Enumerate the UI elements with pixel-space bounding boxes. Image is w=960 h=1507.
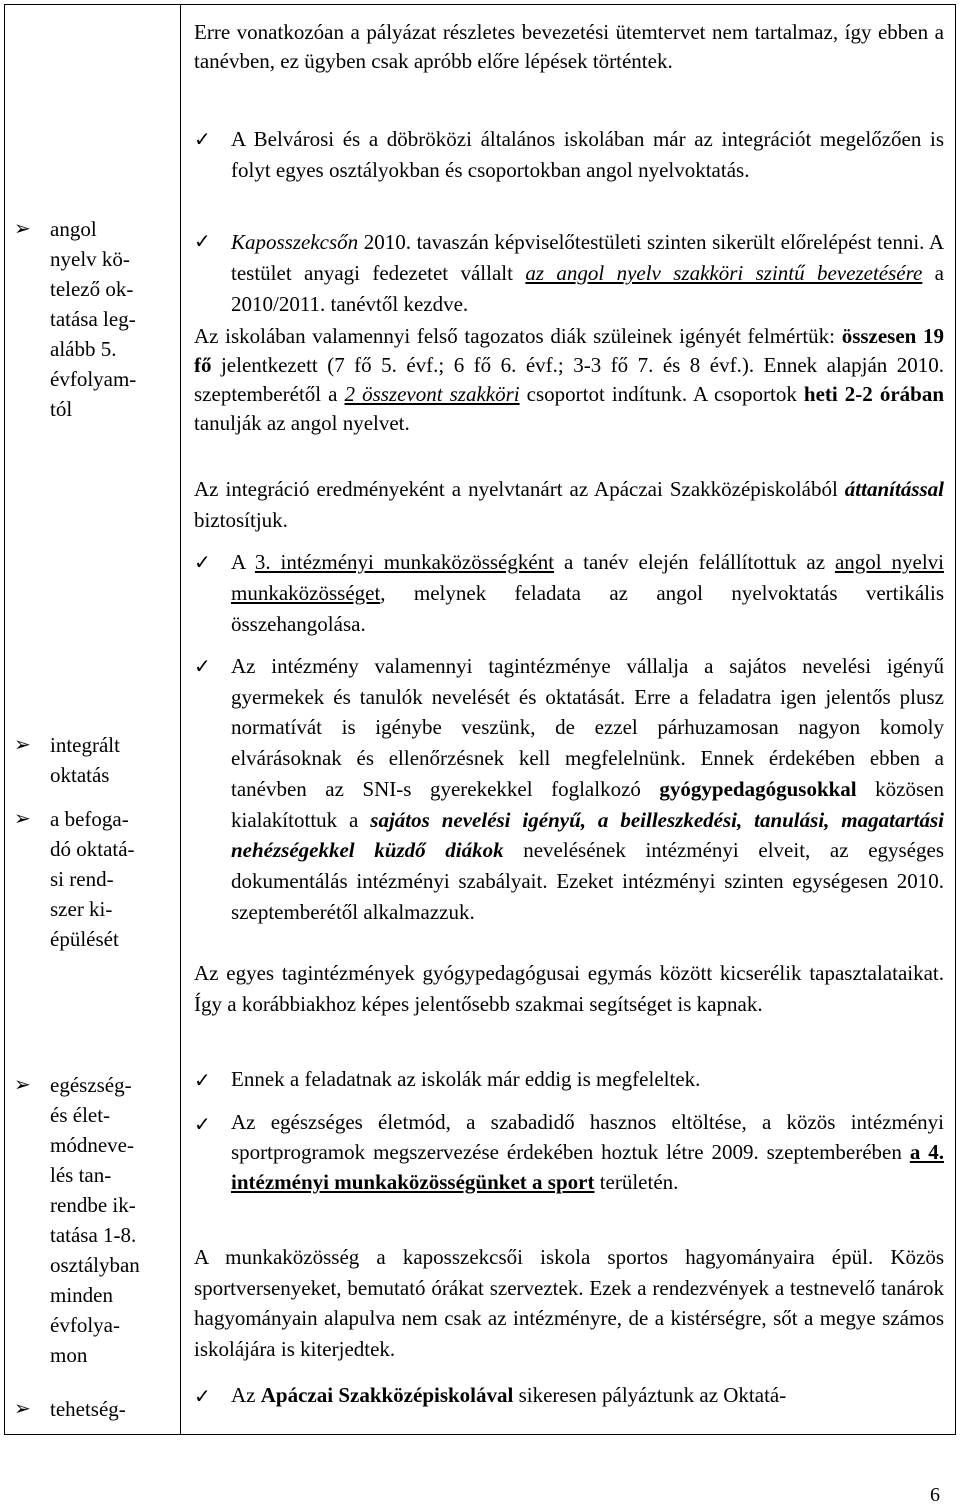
line: épülését <box>50 927 119 951</box>
line: évfolya- <box>50 1313 120 1337</box>
line: tehetség- <box>50 1397 126 1421</box>
text: Az iskolában valamennyi felső tagozatos diák szüleinek igényét felmértük: <box>194 324 842 348</box>
paragraph-integration <box>194 474 944 536</box>
text: tanulják az angol nyelvet. <box>194 411 410 435</box>
line: tatása leg- <box>50 307 136 331</box>
place-name: Kaposszekcsőn <box>231 230 359 254</box>
line: minden <box>50 1283 113 1307</box>
line: és élet- <box>50 1103 111 1127</box>
text: 2010. tavaszán képviselőtestületi szinten sikerült előrelépést tenni. A testület anyagi fedezetet vállalt <box>231 230 944 285</box>
check-item-munkakozosseg <box>231 547 944 640</box>
page-number: 6 <box>930 1484 940 1506</box>
checkmark-icon: ✓ <box>194 1114 211 1136</box>
text: Az <box>231 1383 261 1407</box>
line: egészség- <box>50 1073 132 1097</box>
bold-text: Apáczai Szakközépiskolával <box>260 1383 514 1407</box>
checkmark-icon: ✓ <box>194 129 211 151</box>
paragraph-gyogypedagogus: Az egyes tagintézmények gyógypedagógusai egymás között kicserélik tapasztalataikat. Így a korábbiakhoz képes jelentősebb szakmai segítséget is kapnak. <box>194 961 944 1016</box>
bold-text: heti 2-2 órában <box>803 382 945 406</box>
bold-underlined-text: a 4. intézményi munkaközösségünket a sport <box>231 1140 944 1194</box>
checkmark-icon: ✓ <box>194 231 211 253</box>
paragraph-survey <box>194 322 944 438</box>
check-item-kaposszekcso <box>231 227 944 320</box>
line: integrált <box>50 733 120 757</box>
text: közösen kialakítottuk a <box>231 776 944 832</box>
emphasis-text: az angol nyelv szakköri szintű bevezetésére <box>525 261 923 285</box>
text: csoportot indítunk. A csoportok <box>519 382 804 406</box>
line: angol <box>50 217 97 241</box>
text: területén. <box>594 1170 679 1194</box>
line: alább 5. <box>50 337 117 361</box>
bold-text: gyógypedagógusokkal <box>659 776 857 801</box>
text: biztosítjuk. <box>194 508 288 532</box>
check-item-sport <box>231 1107 944 1197</box>
check-item-apaczai <box>231 1380 944 1411</box>
line: oktatás <box>50 763 110 787</box>
paragraph-intro: Erre vonatkozóan a pályázat részletes bevezetési ütemtervet nem tartalmaz, így ebben a tanévben, ez ügyben csak apróbb előre lépések történtek. <box>194 20 944 73</box>
checkmark-icon: ✓ <box>194 1070 211 1092</box>
arrow-bullet-icon: ➢ <box>14 734 31 756</box>
check-item-belvarosi: A Belvárosi és a döbröközi általános iskolában már az integrációt megelőzően is folyt egyes osztályokban és csoportokban angol nyelvoktatás. <box>231 127 944 182</box>
check-item-feladat: Ennek a feladatnak az iskolák már eddig is megfeleltek. <box>231 1067 701 1091</box>
arrow-bullet-icon: ➢ <box>14 1398 31 1420</box>
text: a tanév elején felállítottuk az <box>554 550 835 574</box>
line: a befoga- <box>50 807 129 831</box>
line: évfolyam- <box>50 367 137 391</box>
emphasis-text: sajátos nevelési igényű, a beilleszkedési, tanulási, magatartási nehézségekkel küzdő diákok <box>231 807 944 863</box>
text: a 2010/2011. tanévtől kezdve. <box>231 261 944 316</box>
bold-text: összesen 19 fő <box>194 324 944 377</box>
left-item-text <box>50 730 170 790</box>
line: mon <box>50 1343 88 1367</box>
text: Az intézmény valamennyi tagintézménye vállalja a sajátos nevelési igényű gyermekek és tanulók nevelését és oktatását. Erre a feladatra igen jelentős plusz normatívát is igénybe veszünk, de ezzel párhuzamosan nagyon komoly elvárásoknak és ellenőrzésnek kell megfelelnünk. Ennek érdekében ebben a tanévben az SNI-s gyerekekkel foglalkozó <box>231 654 944 801</box>
line: rendbe ik- <box>50 1193 136 1217</box>
checkmark-icon: ✓ <box>194 552 211 574</box>
line: telező ok- <box>50 277 134 301</box>
text: jelentkezett (7 fő 5. évf.; 6 fő 6. évf.; 3-3 fő 7. és 8 évf.). Ennek alapján 2010. szeptemberétől a <box>194 353 944 406</box>
line: si rend- <box>50 867 114 891</box>
text: Az integráció eredményeként a nyelvtanárt az Apáczai Szakközépiskolából <box>194 477 845 501</box>
left-item-text <box>50 804 170 954</box>
line: osztályban <box>50 1253 140 1277</box>
left-item-text <box>50 214 170 424</box>
underlined-text: angol nyelvi munkaközösséget <box>231 550 944 605</box>
line: lés tan- <box>50 1163 112 1187</box>
line: nyelv kö- <box>50 247 130 271</box>
line: tatása 1-8. <box>50 1223 137 1247</box>
text: , melynek feladata az angol nyelvoktatás vertikális összehangolása. <box>231 581 944 636</box>
paragraph-sport: A munkaközösség a kaposszekcsői iskola sportos hagyományaira épül. Közös sportversenyeket, bemutató órákat szerveztek. Ezek a rendezvények a testnevelő tanárok hagyományain alapulva nem csak az intézményre, de a kistérségre, sőt a megye számos iskolájára is kiterjedtek. <box>194 1245 944 1361</box>
check-item-sni <box>231 651 944 927</box>
emphasis-text: áttanítással <box>844 477 944 501</box>
column-divider <box>180 4 181 1435</box>
text: A <box>231 550 255 574</box>
text: sikeresen pályáztunk az Oktatá- <box>513 1383 787 1407</box>
left-item-text <box>50 1070 170 1370</box>
left-item-text <box>50 1394 170 1424</box>
arrow-bullet-icon: ➢ <box>14 1074 31 1096</box>
arrow-bullet-icon: ➢ <box>14 808 31 830</box>
underlined-text: 3. intézményi munkaközösségként <box>254 550 555 574</box>
line: dó oktatá- <box>50 837 135 861</box>
checkmark-icon: ✓ <box>194 656 211 678</box>
text: nevelésének intézményi elveit, az egységes dokumentálás intézményi szabályait. Ezeket intézményi szinten egységesen 2010. szeptemberétől alkalmazzuk. <box>231 838 944 924</box>
text: Az egészséges életmód, a szabadidő hasznos eltöltése, a közös intézményi sportprogramok megszervezése érdekében hoztuk létre 2009. szeptemberében <box>231 1110 944 1164</box>
line: szer ki- <box>50 897 113 921</box>
arrow-bullet-icon: ➢ <box>14 218 31 240</box>
emphasis-text: 2 összevont szakköri <box>344 382 520 406</box>
line: tól <box>50 397 73 421</box>
checkmark-icon: ✓ <box>194 1386 211 1408</box>
line: módneve- <box>50 1133 134 1157</box>
